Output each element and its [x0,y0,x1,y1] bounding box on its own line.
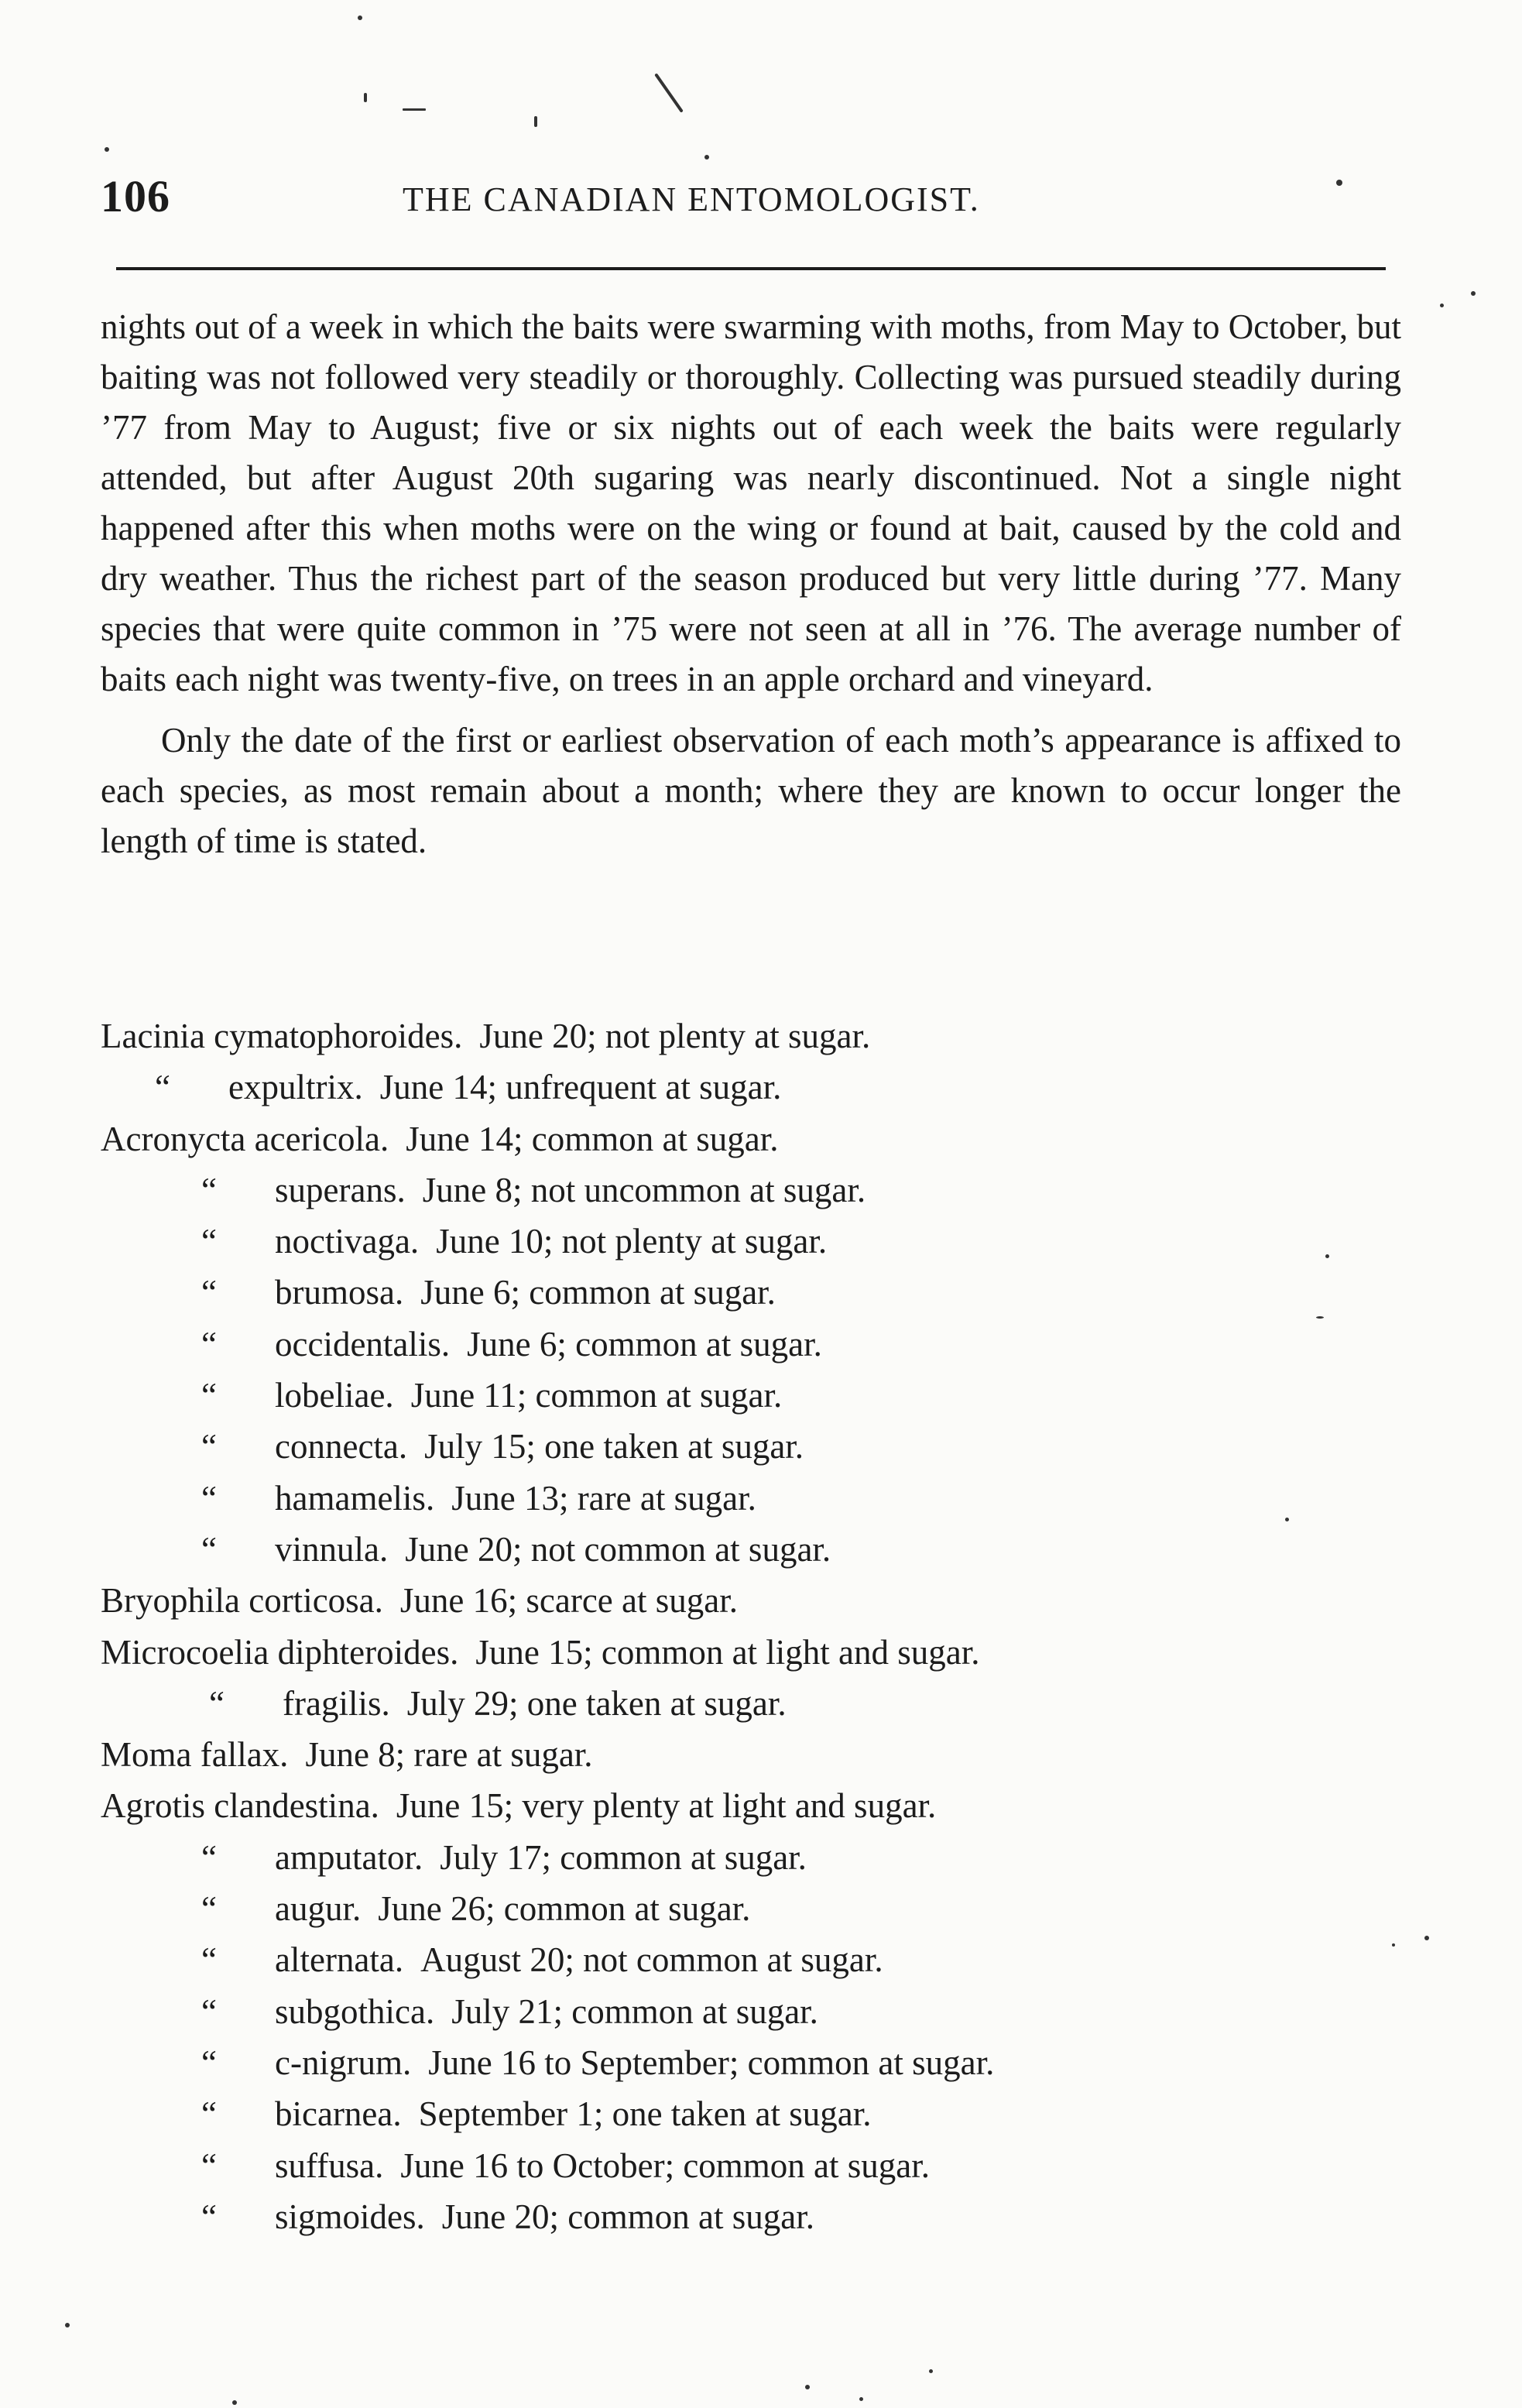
species-note: June 14; common at sugar. [406,1119,779,1158]
scan-speck [859,2397,863,2401]
species-entry [101,1524,1401,1575]
ditto-mark: “ [201,1222,217,1261]
species-name: lobeliae. [275,1376,394,1415]
scan-speck [65,2323,70,2327]
scan-speck [929,2369,933,2373]
species-name: Moma fallax. [101,1735,289,1775]
species-entry [101,1113,1401,1165]
page-number: 106 [101,171,170,221]
running-head: THE CANADIAN ENTOMOLOGIST. [403,180,980,218]
species-entry [101,1934,1401,1985]
scan-speck [358,15,362,20]
scan-speck [232,2400,237,2405]
scan-speck [805,2385,810,2389]
species-note: August 20; not common at sugar. [420,1940,883,1980]
species-note: June 20; not plenty at sugar. [479,1017,871,1055]
species-name: Lacinia cymatophoroides. [101,1017,463,1055]
species-note: June 11; common at sugar. [410,1376,783,1415]
ditto-mark: “ [209,1683,225,1723]
species-note: June 13; rare at sugar. [451,1478,756,1518]
species-entry [101,1370,1401,1421]
species-entry [101,1267,1401,1318]
species-name: brumosa. [275,1273,404,1312]
species-name: connecta. [275,1427,408,1466]
species-note: July 29; one taken at sugar. [406,1683,787,1723]
scan-speck [704,155,709,160]
species-note: June 16 to September; common at sugar. [428,2043,995,2082]
species-note: June 8; not uncommon at sugar. [422,1170,866,1209]
scan-speck [105,147,109,152]
species-entry [101,2191,1401,2242]
species-name: sigmoides. [275,2197,425,2236]
species-note: June 6; common at sugar. [420,1273,776,1312]
scan-speck [1471,291,1476,296]
species-note: June 15; common at light and sugar. [475,1632,980,1672]
ditto-mark: “ [201,1889,217,1929]
species-note: June 20; not common at sugar. [405,1529,831,1569]
ditto-mark: “ [201,1529,217,1569]
species-note: July 17; common at sugar. [440,1837,807,1877]
species-entry [101,1575,1401,1626]
ditto-mark: “ [201,1940,217,1980]
scan-speck [1392,1943,1395,1947]
species-name: subgothica. [275,1991,435,2031]
species-entry [101,1678,1401,1729]
ditto-mark: “ [201,1324,217,1364]
species-name: occidentalis. [275,1324,451,1364]
scan-speck [364,93,367,102]
ditto-mark: “ [201,1427,217,1466]
species-note: June 16 to October; common at sugar. [400,2146,931,2185]
species-note: September 1; one taken at sugar. [418,2094,872,2134]
ditto-mark: “ [155,1068,170,1107]
species-name: vinnula. [275,1529,389,1569]
scan-speck [1325,1254,1329,1258]
paragraph: nights out of a week in which the baits were swarming with moths, from May to October, but baiting was not followed very steadily or thoroughly. Collecting was pursued steadily during ’77 from May to August; five or six nights out of each week the baits were regularly attended, but after August 20th sugaring was nearly discontinued. Not a single night happened after this when moths were on the wing or found at bait, caused by the cold and dry weather. Thus the richest part of the season produced but very little during ’77. Many species that were quite common in ’75 were not seen at all in ’76. The average number of baits each night was twenty-five, on trees in an apple orchard and vineyard. [101,307,1401,698]
scan-speck [1440,304,1444,307]
ditto-mark: “ [201,2197,217,2236]
ditto-mark: “ [201,1273,217,1312]
species-entry [101,1832,1401,1883]
scan-speck [403,108,426,111]
species-entry [101,1883,1401,1934]
species-entry [101,1319,1401,1370]
ditto-mark: “ [201,2146,217,2185]
species-name: expultrix. [228,1068,363,1107]
species-name: augur. [275,1889,362,1929]
species-note: June 8; rare at sugar. [305,1735,593,1775]
species-note: June 26; common at sugar. [378,1889,751,1929]
species-name: Acronycta acericola. [101,1119,389,1158]
species-name: noctivaga. [275,1222,420,1261]
species-entry [101,1421,1401,1472]
species-entry [101,2037,1401,2088]
species-entry [101,1062,1401,1113]
ditto-mark: “ [201,1837,217,1877]
scan-speck [1285,1518,1289,1521]
species-entry [101,1627,1401,1678]
ditto-mark: “ [201,2094,217,2134]
species-name: superans. [275,1170,406,1209]
species-note: July 15; one taken at sugar. [424,1427,804,1466]
species-entry [101,1473,1401,1524]
species-name: bicarnea. [275,2094,402,2134]
species-note: June 15; very plenty at light and sugar. [396,1786,937,1826]
species-name: Bryophila corticosa. [101,1581,383,1621]
species-entry [101,2140,1401,2191]
ditto-mark: “ [201,1991,217,2031]
book-page [101,0,1401,2408]
scan-speck [534,116,537,127]
species-name: Agrotis clandestina. [101,1786,379,1826]
species-name: Microcoelia diphteroides. [101,1632,459,1672]
species-list [101,1010,1401,2242]
scan-speck [1336,180,1342,186]
species-entry [101,1780,1401,1831]
species-entry [101,1729,1401,1780]
ditto-mark: “ [201,2043,217,2082]
species-entry [101,1986,1401,2037]
ditto-mark: “ [201,1376,217,1415]
paragraph: Only the date of the first or earliest observation of each moth’s appearance is affixed to each species, as most remain about a month; where they are known to occur longer the length of time is stated. [101,721,1401,860]
species-note: June 16; scarce at sugar. [399,1581,738,1621]
body-text [101,302,1401,866]
scan-speck [1424,1936,1429,1940]
species-name: alternata. [275,1940,404,1980]
header-rule [116,267,1386,270]
page-header [101,170,1401,232]
species-note: June 6; common at sugar. [467,1324,822,1364]
species-entry [101,1165,1401,1216]
species-name: amputator. [275,1837,423,1877]
species-entry [101,1010,1401,1062]
species-note: July 21; common at sugar. [451,1991,818,2031]
species-note: June 20; common at sugar. [441,2197,814,2236]
scan-speck [1316,1316,1324,1319]
species-note: June 14; unfrequent at sugar. [379,1068,782,1107]
species-note: June 10; not plenty at sugar. [436,1222,828,1261]
species-entry [101,1216,1401,1267]
species-name: suffusa. [275,2146,384,2185]
ditto-mark: “ [201,1478,217,1518]
species-name: fragilis. [283,1683,390,1723]
species-entry [101,2088,1401,2139]
species-name: c-nigrum. [275,2043,412,2082]
species-name: hamamelis. [275,1478,435,1518]
ditto-mark: “ [201,1170,217,1209]
